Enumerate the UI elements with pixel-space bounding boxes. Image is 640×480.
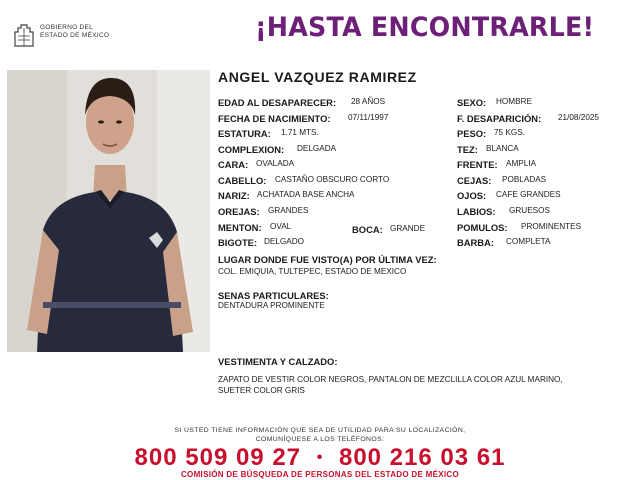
label-ojos: OJOS: <box>457 190 487 201</box>
value-orejas: GRANDES <box>268 206 309 215</box>
vestimenta-line-2: SUETER COLOR GRIS <box>218 386 305 395</box>
label-barba: BARBA: <box>457 237 494 248</box>
label-fecha-nacimiento: FECHA DE NACIMIENTO: <box>218 113 331 124</box>
value-estatura: 1.71 MTS. <box>281 128 319 137</box>
label-frente: FRENTE: <box>457 159 498 170</box>
label-cabello: CABELLO: <box>218 175 267 186</box>
value-sexo: HOMBRE <box>496 97 532 106</box>
label-complexion: COMPLEXION: <box>218 144 285 155</box>
label-boca: BOCA: <box>352 224 383 235</box>
label-edad: EDAD AL DESAPARECER: <box>218 97 337 108</box>
label-pomulos: POMULOS: <box>457 222 508 233</box>
label-cara: CARA: <box>218 159 249 170</box>
value-labios: GRUESOS <box>509 206 550 215</box>
phone-numbers <box>0 444 640 472</box>
missing-person-photo <box>7 70 210 352</box>
label-orejas: OREJAS: <box>218 206 260 217</box>
label-menton: MENTON: <box>218 222 262 233</box>
label-f-desaparicion: F. DESAPARICIÓN: <box>457 113 542 124</box>
value-menton: OVAL <box>270 222 292 231</box>
person-name: ANGEL VAZQUEZ RAMIREZ <box>218 69 417 85</box>
label-vestimenta: VESTIMENTA Y CALZADO: <box>218 356 338 367</box>
value-cabello: CASTAÑO OBSCURO CORTO <box>275 175 390 184</box>
commission-name: COMISIÓN DE BÚSQUEDA DE PERSONAS DEL ESTADO DE MÉXICO <box>180 470 459 479</box>
value-boca: GRANDE <box>390 224 426 233</box>
label-tez: TEZ: <box>457 144 478 155</box>
contact-info-line-1: SI USTED TIENE INFORMACIÓN QUE SEA DE UTILIDAD PARA SU LOCALIZACIÓN, <box>174 427 466 434</box>
value-nariz: ACHATADA BASE ANCHA <box>257 190 355 199</box>
gov-line-2: ESTADO DE MÉXICO <box>40 32 110 39</box>
vestimenta-line-1: ZAPATO DE VESTIR COLOR NEGROS, PANTALON DE MEZCLILLA COLOR AZUL MARINO, <box>218 375 563 384</box>
value-bigote: DELGADO <box>264 237 305 246</box>
gov-line-1: GOBIERNO DEL <box>40 24 94 31</box>
contact-info-text <box>0 426 640 444</box>
label-last-seen: LUGAR DONDE FUE VISTO(A) POR ÚLTIMA VEZ: <box>218 254 437 265</box>
headline: ¡HASTA ENCONTRARLE! <box>255 12 595 43</box>
label-labios: LABIOS: <box>457 206 496 217</box>
value-f-desaparicion: 21/08/2025 <box>558 113 599 122</box>
state-coat-of-arms-icon <box>12 22 36 48</box>
value-pomulos: PROMINENTES <box>521 222 582 231</box>
value-frente: AMPLIA <box>506 159 537 168</box>
value-fecha-nacimiento: 07/11/1997 <box>348 113 389 122</box>
phone-number-2[interactable]: 800 216 03 61 <box>338 444 506 471</box>
value-ojos: CAFE GRANDES <box>496 190 561 199</box>
value-barba: COMPLETA <box>506 237 551 246</box>
value-senas: DENTADURA PROMINENTE <box>218 301 325 310</box>
value-complexion: DELGADA <box>297 144 337 153</box>
label-senas: SENAS PARTICULARES: <box>218 290 329 301</box>
value-peso: 75 KGS. <box>494 128 525 137</box>
label-sexo: SEXO: <box>457 97 487 108</box>
value-edad: 28 AÑOS <box>351 97 386 106</box>
label-bigote: BIGOTE: <box>218 237 258 248</box>
value-cejas: POBLADAS <box>502 175 547 184</box>
value-vestimenta <box>218 374 628 396</box>
contact-info-line-2: COMUNÍQUESE A LOS TELÉFONOS: <box>255 436 385 443</box>
value-last-seen: COL. EMIQUIA, TULTEPEC, ESTADO DE MEXICO <box>218 267 407 276</box>
phone-number-1[interactable]: 800 509 09 27 <box>134 444 302 471</box>
label-cejas: CEJAS: <box>457 175 492 186</box>
government-wordmark <box>40 24 109 40</box>
phone-separator: • <box>316 449 324 466</box>
label-nariz: NARIZ: <box>218 190 250 201</box>
value-cara: OVALADA <box>256 159 295 168</box>
label-peso: PESO: <box>457 128 487 139</box>
value-tez: BLANCA <box>486 144 519 153</box>
label-estatura: ESTATURA: <box>218 128 271 139</box>
